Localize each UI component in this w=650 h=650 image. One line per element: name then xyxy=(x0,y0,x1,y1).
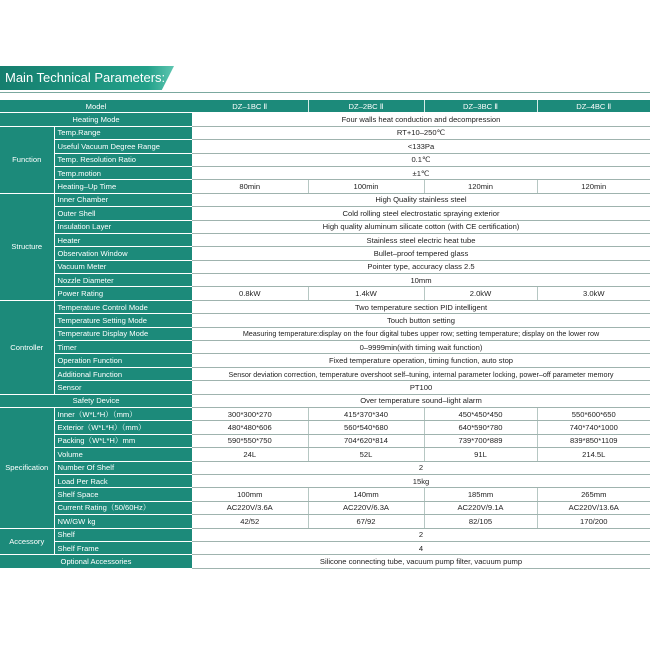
row-value-optional-accessories: Silicone connecting tube, vacuum pump filter, vacuum pump xyxy=(192,555,650,568)
cell-value: 590*550*750 xyxy=(192,434,308,447)
table-row xyxy=(0,354,650,367)
cell-value: 42/52 xyxy=(192,515,308,528)
row-label: Nozzle Diameter xyxy=(54,274,192,287)
row-value-heating-mode: Four walls heat conduction and decompression xyxy=(192,113,650,126)
table-row xyxy=(0,274,650,287)
table-row xyxy=(0,314,650,327)
table-row xyxy=(0,207,650,220)
row-label: Exterior（W*L*H）（mm） xyxy=(54,421,192,434)
row-label: Temp. Resolution Ratio xyxy=(54,153,192,166)
table-row xyxy=(0,501,650,514)
category-specification: Specification xyxy=(0,407,54,528)
cell-value: 170/200 xyxy=(537,515,650,528)
table-row xyxy=(0,233,650,246)
row-label-safety-device: Safety Device xyxy=(0,394,192,407)
cell-value: 550*600*650 xyxy=(537,407,650,420)
row-label: Inner（W*L*H）（mm） xyxy=(54,407,192,420)
row-value: Cold rolling steel electrostatic spraying exterior xyxy=(192,207,650,220)
row-value: ±1℃ xyxy=(192,166,650,179)
cell-value: 480*480*606 xyxy=(192,421,308,434)
row-value: High quality aluminum silicate cotton (with CE certification) xyxy=(192,220,650,233)
cell-value: 560*540*680 xyxy=(308,421,424,434)
row-label: Temperature Display Mode xyxy=(54,327,192,340)
row-label-optional-accessories: Optional Accessories xyxy=(0,555,192,568)
cell-value: 80min xyxy=(192,180,308,193)
table-row xyxy=(0,555,650,568)
model-column-header: DZ–3BC Ⅱ xyxy=(424,100,537,113)
cell-value: 214.5L xyxy=(537,448,650,461)
cell-value: 185mm xyxy=(424,488,537,501)
row-value: Stainless steel electric heat tube xyxy=(192,233,650,246)
cell-value: 100mm xyxy=(192,488,308,501)
technical-parameters-table xyxy=(0,100,650,569)
table-row xyxy=(0,220,650,233)
row-label: NW/GW kg xyxy=(54,515,192,528)
top-divider xyxy=(0,92,650,93)
row-value: 0.1℃ xyxy=(192,153,650,166)
table-row xyxy=(0,126,650,139)
row-label: Temp.Range xyxy=(54,126,192,139)
cell-value: 67/92 xyxy=(308,515,424,528)
table-row xyxy=(0,300,650,313)
cell-value: 82/105 xyxy=(424,515,537,528)
table-row xyxy=(0,407,650,420)
row-label: Additional Function xyxy=(54,367,192,380)
cell-value: 640*590*780 xyxy=(424,421,537,434)
cell-value: 91L xyxy=(424,448,537,461)
row-value: <133Pa xyxy=(192,140,650,153)
cell-value: 140mm xyxy=(308,488,424,501)
cell-value: 2.0kW xyxy=(424,287,537,300)
table-row xyxy=(0,287,650,300)
row-label: Load Per Rack xyxy=(54,474,192,487)
cell-value: 120min xyxy=(537,180,650,193)
row-value: Fixed temperature operation, timing function, auto stop xyxy=(192,354,650,367)
cell-value: 0.8kW xyxy=(192,287,308,300)
cell-value: 24L xyxy=(192,448,308,461)
row-label: Shelf Frame xyxy=(54,541,192,554)
category-accessory: Accessory xyxy=(0,528,54,555)
cell-value: AC220V/3.6A xyxy=(192,501,308,514)
row-label: Timer xyxy=(54,341,192,354)
cell-value: 450*450*450 xyxy=(424,407,537,420)
section-title: Main Technical Parameters: xyxy=(5,70,166,85)
table-row xyxy=(0,421,650,434)
model-column-header: DZ–2BC Ⅱ xyxy=(308,100,424,113)
table-row xyxy=(0,528,650,541)
category-function: Function xyxy=(0,126,54,193)
row-value-safety-device: Over temperature sound–light alarm xyxy=(192,394,650,407)
cell-value: 839*850*1109 xyxy=(537,434,650,447)
table-row xyxy=(0,166,650,179)
table-row xyxy=(0,247,650,260)
cell-value: 415*370*340 xyxy=(308,407,424,420)
row-value: 0–9999min(with timing wait function) xyxy=(192,341,650,354)
row-label: Insulation Layer xyxy=(54,220,192,233)
model-column-header: DZ–1BC Ⅱ xyxy=(192,100,308,113)
category-structure: Structure xyxy=(0,193,54,300)
row-label: Volume xyxy=(54,448,192,461)
row-value: Two temperature section PID intelligent xyxy=(192,300,650,313)
row-label: Shelf xyxy=(54,528,192,541)
cell-value: 120min xyxy=(424,180,537,193)
cell-value: AC220V/6.3A xyxy=(308,501,424,514)
table-row xyxy=(0,367,650,380)
model-header: Model xyxy=(0,100,192,113)
row-label: Temp.motion xyxy=(54,166,192,179)
table-row xyxy=(0,153,650,166)
table-row xyxy=(0,474,650,487)
row-label: Power Rating xyxy=(54,287,192,300)
table-row xyxy=(0,113,650,126)
row-label: Sensor xyxy=(54,381,192,394)
row-label: Inner Chamber xyxy=(54,193,192,206)
row-value: Pointer type, accuracy class 2.5 xyxy=(192,260,650,273)
table-row xyxy=(0,434,650,447)
row-value: Measuring temperature:display on the four digital tubes upper row; setting temperature; display on the lower row xyxy=(192,327,650,340)
row-label: Vacuum Meter xyxy=(54,260,192,273)
row-label: Shelf Space xyxy=(54,488,192,501)
row-label: Packing（W*L*H）mm xyxy=(54,434,192,447)
cell-value: 740*740*1000 xyxy=(537,421,650,434)
table-row xyxy=(0,327,650,340)
category-controller: Controller xyxy=(0,300,54,394)
cell-value: 265mm xyxy=(537,488,650,501)
row-label: Observation Window xyxy=(54,247,192,260)
row-label: Heating–Up Time xyxy=(54,180,192,193)
table-row xyxy=(0,461,650,474)
model-column-header: DZ–4BC Ⅱ xyxy=(537,100,650,113)
table-row xyxy=(0,541,650,554)
row-label: Temperature Setting Mode xyxy=(54,314,192,327)
cell-value: 100min xyxy=(308,180,424,193)
row-value: 15kg xyxy=(192,474,650,487)
row-label: Temperature Control Mode xyxy=(54,300,192,313)
cell-value: 3.0kW xyxy=(537,287,650,300)
table-row xyxy=(0,381,650,394)
row-label: Outer Shell xyxy=(54,207,192,220)
row-value: Sensor deviation correction, temperature overshoot self–tuning, internal parameter locking, power–off parameter memory xyxy=(192,367,650,380)
row-value: High Quality stainless steel xyxy=(192,193,650,206)
table-row xyxy=(0,515,650,528)
cell-value: AC220V/13.6A xyxy=(537,501,650,514)
row-label: Operation Function xyxy=(54,354,192,367)
row-value: PT100 xyxy=(192,381,650,394)
table-row xyxy=(0,394,650,407)
table-row xyxy=(0,140,650,153)
row-value: 2 xyxy=(192,528,650,541)
table-header-row xyxy=(0,100,650,113)
row-value: RT+10–250℃ xyxy=(192,126,650,139)
table-row xyxy=(0,448,650,461)
row-value: Bullet–proof tempered glass xyxy=(192,247,650,260)
table-row xyxy=(0,260,650,273)
cell-value: 52L xyxy=(308,448,424,461)
cell-value: 704*620*814 xyxy=(308,434,424,447)
cell-value: 300*300*270 xyxy=(192,407,308,420)
cell-value: 1.4kW xyxy=(308,287,424,300)
row-label: Heater xyxy=(54,233,192,246)
table-row xyxy=(0,341,650,354)
cell-value: 739*700*889 xyxy=(424,434,537,447)
row-label: Current Rating（50/60Hz） xyxy=(54,501,192,514)
cell-value: AC220V/9.1A xyxy=(424,501,537,514)
row-value: 4 xyxy=(192,541,650,554)
row-value: 10mm xyxy=(192,274,650,287)
row-label: Useful Vacuum Degree Range xyxy=(54,140,192,153)
row-label: Number Of Shelf xyxy=(54,461,192,474)
table-row xyxy=(0,488,650,501)
table-row xyxy=(0,193,650,206)
table-row xyxy=(0,180,650,193)
row-value: Touch button setting xyxy=(192,314,650,327)
row-label-heating-mode: Heating Mode xyxy=(0,113,192,126)
row-value: 2 xyxy=(192,461,650,474)
